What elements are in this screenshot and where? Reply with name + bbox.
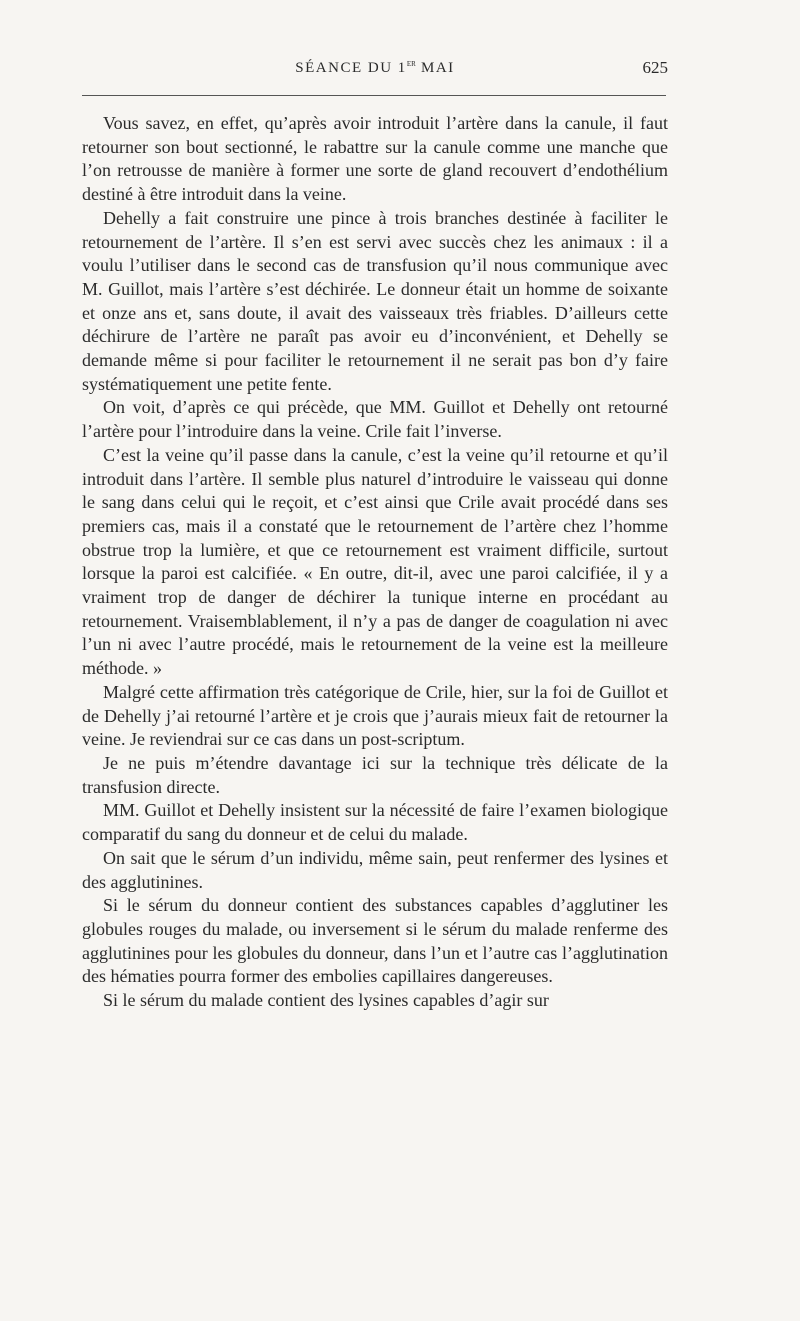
paragraph: Si le sérum du malade contient des lysines capables d’agir sur <box>103 990 549 1011</box>
running-title-suffix: MAI <box>415 60 455 76</box>
paragraph: Dehelly a fait construire une pince à trois branches destinée à faciliter le retournement de l’artère. Il s’en est servi avec succès chez les animaux : il a voulu l’utiliser dans le second cas de transfusion qu’il nous communique avec M. Guillot, mais l’artère s’est déchirée. Le donneur était un homme de soixante et onze ans et, sans doute, il avait des vaisseaux très friables. D’ailleurs cette déchirure de l’artère ne paraît pas avoir eu d’inconvénient, et Dehelly se demande même si pour faciliter le retournement il ne serait pas bon d’y faire systématiquement une petite fente. <box>82 207 668 394</box>
paragraph: On sait que le sérum d’un individu, même sain, peut renfermer des lysines et des agglutinines. <box>82 847 668 892</box>
running-head <box>82 58 668 82</box>
paragraph: C’est la veine qu’il passe dans la canule, c’est la veine qu’il retourne et qu’il introduit dans l’artère. Il semble plus naturel d’introduire le vaisseau qui donne le sang dans celui qui le reçoit, et c’est ainsi que Crile avait procédé dans ses premiers cas, mais il a constaté que le retournement de l’artère chez l’homme obstrue trop la lumière, et que ce retournement est vraiment difficile, surtout lorsque la paroi est calcifiée. « En outre, dit-il, avec une paroi calcifiée, il y a vraiment trop de danger de déchirer la tunique interne en procédant au retournement. Vraisemblablement, il n’y a pas de danger de coagulation ni avec l’un ni avec l’autre procédé, mais le retournement de la veine est la meilleure méthode. » <box>82 444 668 679</box>
body-text <box>82 112 668 1013</box>
paragraph: On voit, d’après ce qui précède, que MM. Guillot et Dehelly ont retourné l’artère pour l’introduire dans la veine. Crile fait l’inverse. <box>82 397 668 442</box>
paragraph: Vous savez, en effet, qu’après avoir introduit l’artère dans la canule, il faut retourner son bout sectionné, le rabattre sur la canule comme une manche que l’on retrousse de manière à former une sorte de gland recouvert d’endothélium destiné à être introduit dans la veine. <box>82 113 668 205</box>
running-title-prefix: SÉANCE DU 1 <box>295 60 407 76</box>
paragraph: Si le sérum du donneur contient des substances capables d’agglutiner les globules rouges du malade, ou inversement si le sérum du malade renferme des agglutinines pour les globules du donneur, dans l’un et l’autre cas l’agglutination des hématies pourra former des embolies capillaires dangereuses. <box>82 895 668 987</box>
header-rule <box>82 95 666 96</box>
running-title-superscript: er <box>406 58 416 69</box>
paragraph: MM. Guillot et Dehelly insistent sur la nécessité de faire l’examen biologique comparatif du sang du donneur et de celui du malade. <box>82 800 668 845</box>
running-title <box>82 58 668 77</box>
page-number: 625 <box>642 58 668 77</box>
paragraph: Je ne puis m’étendre davantage ici sur la technique très délicate de la transfusion directe. <box>82 752 668 797</box>
paragraph: Malgré cette affirmation très catégorique de Crile, hier, sur la foi de Guillot et de Dehelly j’ai retourné l’artère et je crois que j’aurais mieux fait de retourner la veine. Je reviendrai sur ce cas dans un post-scriptum. <box>82 681 668 750</box>
